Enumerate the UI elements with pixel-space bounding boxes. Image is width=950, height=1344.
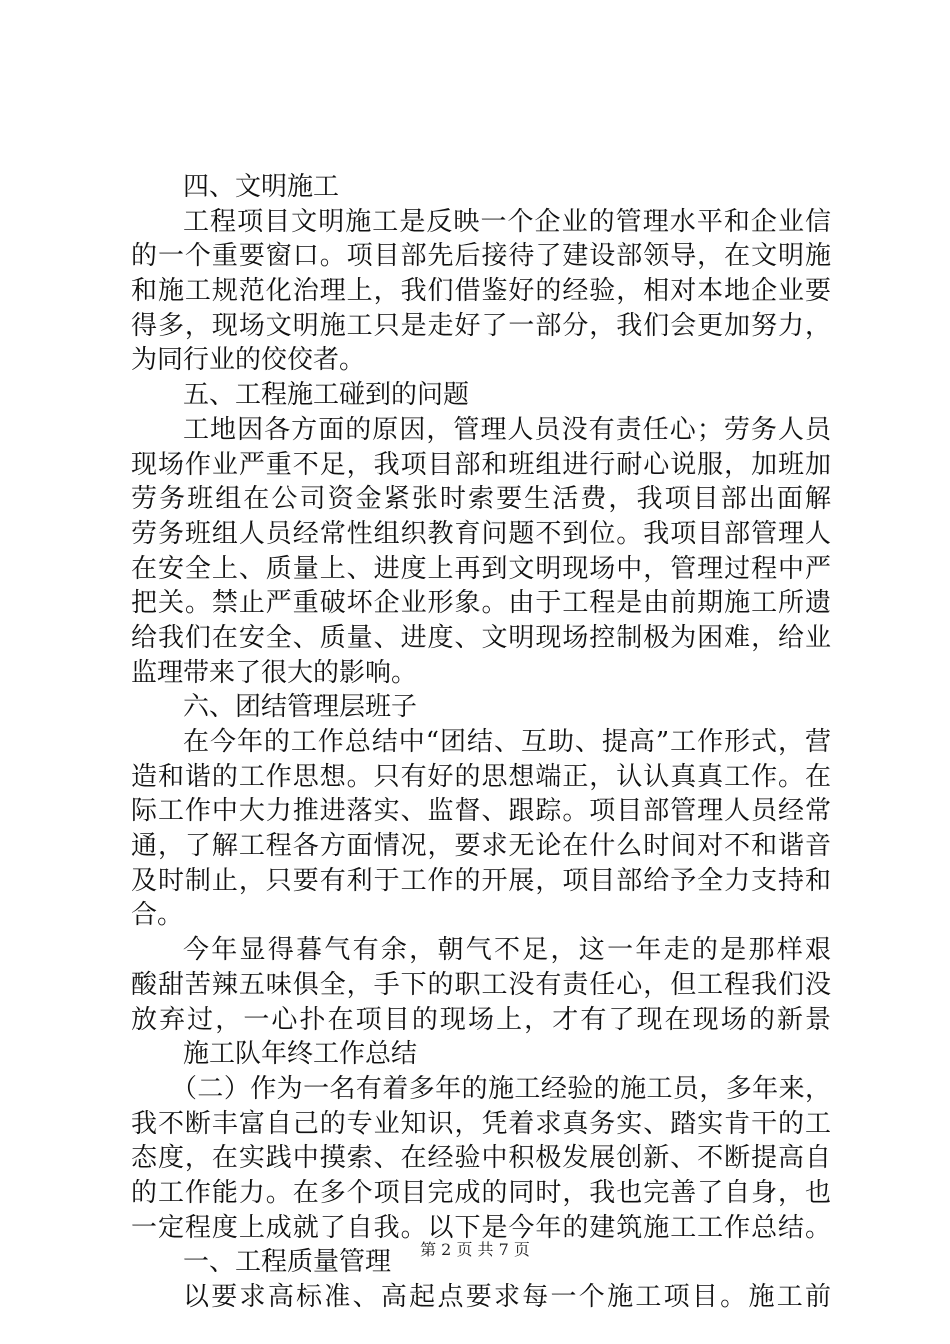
text-line: 及时制止，只要有利于工作的开展，项目部给予全力支持和 <box>131 865 831 896</box>
text-line: 际工作中大力推进落实、监督、跟踪。项目部管理人员经常 <box>131 796 831 827</box>
text-line: 在安全上、质量上、进度上再到文明现场中，管理过程中严 <box>131 553 831 584</box>
text-line: 我不断丰富自己的专业知识，凭着求真务实、踏实肯干的工 <box>131 1108 831 1139</box>
text-line: 的工作能力。在多个项目完成的同时，我也完善了自身，也 <box>131 1177 831 1208</box>
text-line: 给我们在安全、质量、进度、文明现场控制极为困难，给业 <box>131 622 831 653</box>
text-line: 和施工规范化治理上，我们借鉴好的经验，相对本地企业要 <box>131 276 831 307</box>
text-line: 为同行业的佼佼者。 <box>131 345 366 376</box>
text-line: 劳务班组在公司资金紧张时索要生活费，我项目部出面解 <box>131 484 831 515</box>
text-line: 劳务班组人员经常性组织教育问题不到位。我项目部管理人 <box>131 518 831 549</box>
text-line: 以要求高标准、高起点要求每一个施工项目。施工前 <box>183 1282 831 1312</box>
text-line: 在今年的工作总结中“团结、互助、提高”工作形式，营 <box>183 727 831 757</box>
text-line: 一定程度上成就了自我。以下是今年的建筑施工工作总结。 <box>131 1212 831 1243</box>
text-line: 六、团结管理层班子 <box>183 692 418 723</box>
text-line: 四、文明施工 <box>183 172 340 202</box>
text-line: 现场作业严重不足，我项目部和班组进行耐心说服，加班加 <box>131 449 831 480</box>
text-line: 施工队年终工作总结 <box>183 1039 418 1070</box>
document-body <box>131 170 831 1315</box>
text-line: 酸甜苦辣五味俱全，手下的职工没有责任心，但工程我们没 <box>131 969 831 1000</box>
text-line: 的一个重要窗口。项目部先后接待了建设部领导，在文明施 <box>131 241 831 272</box>
text-line: 五、工程施工碰到的问题 <box>183 380 470 411</box>
text-line: 造和谐的工作思想。只有好的思想端正，认认真真工作。在 <box>131 761 831 792</box>
page-footer: 第 2 页 共 7 页 <box>420 1240 530 1259</box>
text-line: 合。 <box>131 900 184 931</box>
text-line: 监理带来了很大的影响。 <box>131 657 418 688</box>
text-line: （二）作为一名有着多年的施工经验的施工员，多年来， <box>171 1073 831 1104</box>
text-line: 工地因各方面的原因，管理人员没有责任心；劳务人员 <box>183 414 831 445</box>
text-line: 把关。禁止严重破坏企业形象。由于工程是由前期施工所遗 <box>131 588 831 619</box>
text-line: 通，了解工程各方面情况，要求无论在什么时间对不和谐音 <box>131 831 831 862</box>
text-line: 态度，在实践中摸索、在经验中积极发展创新、不断提高自 <box>131 1143 831 1174</box>
text-line: 一、工程质量管理 <box>183 1247 392 1278</box>
text-line: 放弃过，一心扑在项目的现场上，才有了现在现场的新景 <box>131 1004 831 1035</box>
text-line: 今年显得暮气有余，朝气不足，这一年走的是那样艰 <box>183 935 831 966</box>
text-line: 工程项目文明施工是反映一个企业的管理水平和企业信 <box>183 206 831 237</box>
text-line: 得多，现场文明施工只是走好了一部分，我们会更加努力， <box>131 310 831 341</box>
